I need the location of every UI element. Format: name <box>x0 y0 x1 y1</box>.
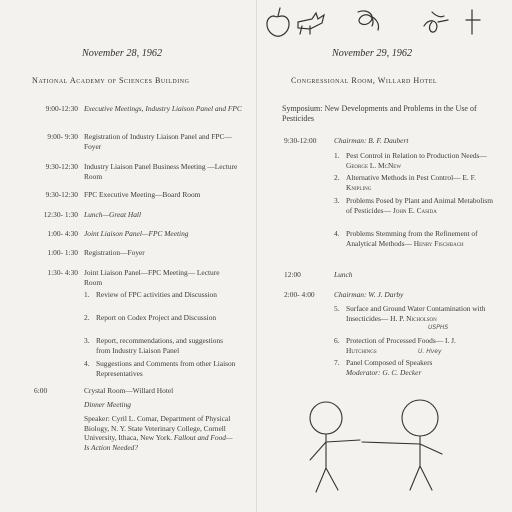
animal-doodle-icon <box>298 13 324 34</box>
talk-title: Protection of Processed Foods— <box>346 336 444 345</box>
schedule-desc: Joint Liaison Panel—FPC Meeting <box>84 229 189 238</box>
item-text: Review of FPC activities and Discussion <box>96 290 217 299</box>
item-number: 3. <box>84 336 90 345</box>
session-time: 2:00- 4:00 <box>284 290 315 299</box>
right-venue: Congressional Room, Willard Hotel <box>291 76 438 85</box>
talk-title: Pest Control in Relation to Production Needs— <box>346 151 487 160</box>
item-number: 2. <box>84 313 90 322</box>
schedule-time: 12:30- 1:30 <box>43 210 78 219</box>
sprout-doodle-icon <box>424 12 448 32</box>
schedule-time: 9:30-12:30 <box>45 162 78 171</box>
talk-author: John E. Casida <box>392 205 437 215</box>
talk-item <box>346 229 498 248</box>
talk-title: Problems Stemming from the Refinement of Analytical Methods— <box>346 229 478 248</box>
session-time: 9:30-12:00 <box>284 136 317 145</box>
cross-doodle-icon <box>466 10 480 34</box>
scribble-doodle-icon <box>358 11 379 30</box>
schedule-desc: Lunch—Great Hall <box>84 210 142 219</box>
symposium-title: Symposium: New Developments and Problems in the Use of Pesticides <box>282 104 477 123</box>
item-number: 4. <box>84 359 90 368</box>
talk-item <box>346 304 496 323</box>
talk-title: Alternative Methods in Pest Control— <box>346 173 461 182</box>
talk-item <box>346 151 496 170</box>
top-doodles <box>262 2 502 42</box>
dinner-time: 6:00 <box>34 386 48 395</box>
speaker-talk-title: Fallout and Food—Is Action Needed? <box>84 433 233 452</box>
schedule-desc: Registration of Industry Liaison Panel and FPC—Foyer <box>84 132 232 151</box>
schedule-desc: Executive Meetings, Industry Liaison Panel and FPC <box>84 104 242 113</box>
session-chair: Chairman: B. F. Daubert <box>334 136 409 145</box>
left-date: November 28, 1962 <box>82 48 163 59</box>
right-date: November 29, 1962 <box>332 48 413 59</box>
item-number: 1. <box>334 151 340 160</box>
schedule-desc: Registration—Foyer <box>84 248 145 257</box>
moderator-line: Moderator: G. C. Decker <box>346 367 422 377</box>
talk-item <box>346 336 486 355</box>
talk-author: George L. McNew <box>346 160 402 170</box>
item-text: Suggestions and Comments from other Liaison Representatives <box>96 359 236 378</box>
talk-item <box>346 196 496 215</box>
item-number: 3. <box>334 196 340 205</box>
item-text: Report, recommendations, and suggestions from Industry Liaison Panel <box>96 336 224 355</box>
talk-author: I. J. Hutchings <box>346 336 456 355</box>
talk-author: Henry Fischbach <box>413 238 464 248</box>
item-number: 7. <box>334 358 340 367</box>
apple-doodle-icon <box>267 8 289 36</box>
talk-author: H. P. Nicholson <box>390 313 437 323</box>
item-text: Report on Codex Project and Discussion <box>96 313 217 322</box>
speaker-text: Speaker: Cyril L. Comar, Department of Physical Biology, N. Y. State Veterinary College, Cornell University, Ithaca, New York. <box>84 414 231 443</box>
dinner-speaker <box>84 414 234 452</box>
schedule-desc: FPC Executive Meeting—Board Room <box>84 190 201 199</box>
left-venue: National Academy of Sciences Building <box>32 76 190 85</box>
item-number: 4. <box>334 229 340 238</box>
schedule-time: 9:00- 9:30 <box>47 132 78 141</box>
dinner-place: Crystal Room—Willard Hotel <box>84 386 174 395</box>
schedule-time: 1:00- 4:30 <box>47 229 78 238</box>
talk-title: Surface and Ground Water Contamination with Insecticides— <box>346 304 486 323</box>
handwritten-note: USPHS <box>428 324 449 331</box>
schedule-time: 1:00- 1:30 <box>47 248 78 257</box>
talk-title: Problems Posed by Plant and Animal Metabolism of Pesticides— <box>346 196 493 215</box>
talk-item <box>346 173 496 192</box>
handwritten-note: U. Hvey <box>418 348 442 355</box>
schedule-time: 9:30-12:30 <box>45 190 78 199</box>
item-number: 5. <box>334 304 340 313</box>
lunch-label: Lunch <box>334 270 353 279</box>
talk-item <box>346 358 496 377</box>
schedule-desc: Joint Liaison Panel—FPC Meeting— Lecture Room <box>84 268 220 287</box>
item-number: 2. <box>334 173 340 182</box>
dinner-label: Dinner Meeting <box>84 400 131 409</box>
schedule-desc: Industry Liaison Panel Business Meeting —Lecture Room <box>84 162 238 181</box>
stick-figure-left-icon <box>310 402 360 492</box>
page-fold <box>256 0 257 512</box>
schedule-time: 9:00-12:30 <box>45 104 78 113</box>
session-chair: Chairman: W. J. Darby <box>334 290 404 299</box>
schedule-time: 1:30- 4:30 <box>47 268 78 277</box>
stick-figure-right-icon <box>362 400 442 490</box>
stick-figures-doodle <box>268 392 468 502</box>
item-number: 6. <box>334 336 340 345</box>
item-number: 1. <box>84 290 90 299</box>
talk-title: Panel Composed of Speakers <box>346 358 433 367</box>
lunch-time: 12:00 <box>284 270 301 279</box>
talk-author: E. F. Knipling <box>346 173 476 192</box>
